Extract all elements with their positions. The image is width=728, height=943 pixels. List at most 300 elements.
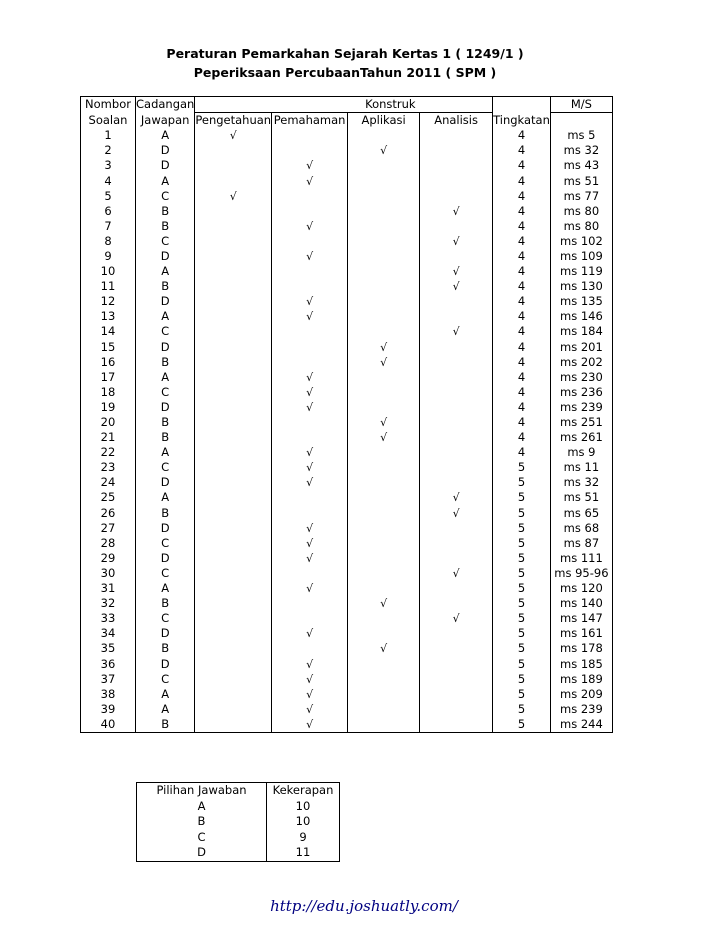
page-reference-cell: ms 51	[550, 173, 612, 188]
check-mark-icon: √	[306, 461, 314, 475]
page-reference-cell: ms 120	[550, 581, 612, 596]
tingkatan-cell: 4	[493, 189, 551, 204]
header-nombor: Nombor	[81, 97, 136, 113]
answer-count: 9	[267, 830, 340, 846]
tingkatan-cell: 5	[493, 521, 551, 536]
header-kekerapan: Kekerapan	[267, 783, 340, 799]
header-row-1	[81, 97, 613, 113]
konstruk-pemahaman-cell	[272, 294, 348, 309]
konstruk-pengetahuan-cell	[195, 324, 272, 339]
question-number: 35	[81, 641, 136, 656]
suggested-answer: D	[136, 626, 195, 641]
konstruk-pengetahuan-cell	[195, 219, 272, 234]
tingkatan-cell: 5	[493, 566, 551, 581]
konstruk-pemahaman-cell	[272, 506, 348, 521]
konstruk-aplikasi-cell	[348, 490, 420, 505]
question-number: 11	[81, 279, 136, 294]
question-number: 30	[81, 566, 136, 581]
table-row	[81, 143, 613, 158]
konstruk-pemahaman-cell	[272, 641, 348, 656]
check-mark-icon: √	[306, 551, 314, 565]
question-number: 14	[81, 324, 136, 339]
konstruk-pengetahuan-cell	[195, 475, 272, 490]
tingkatan-cell: 4	[493, 264, 551, 279]
suggested-answer: A	[136, 490, 195, 505]
page-reference-cell: ms 185	[550, 656, 612, 671]
konstruk-pengetahuan-cell	[195, 385, 272, 400]
question-number: 20	[81, 415, 136, 430]
page-reference-cell: ms 236	[550, 385, 612, 400]
check-mark-icon: √	[452, 491, 460, 505]
konstruk-pengetahuan-cell	[195, 611, 272, 626]
check-mark-icon: √	[452, 280, 460, 294]
page-reference-cell: ms 95-96	[550, 566, 612, 581]
table-row	[81, 234, 613, 249]
konstruk-analisis-cell	[420, 445, 493, 460]
page-reference-cell: ms 9	[550, 445, 612, 460]
page-reference-cell: ms 68	[550, 521, 612, 536]
konstruk-analisis-cell	[420, 324, 493, 339]
check-mark-icon: √	[306, 249, 314, 263]
konstruk-aplikasi-cell	[348, 400, 420, 415]
konstruk-pemahaman-cell	[272, 415, 348, 430]
tingkatan-cell: 5	[493, 672, 551, 687]
table-row	[81, 672, 613, 687]
konstruk-aplikasi-cell	[348, 309, 420, 324]
konstruk-pemahaman-cell	[272, 581, 348, 596]
page-reference-cell: ms 161	[550, 626, 612, 641]
header-tingkatan: Tingkatan	[493, 112, 550, 127]
konstruk-pemahaman-cell	[272, 626, 348, 641]
suggested-answer: B	[136, 596, 195, 611]
tingkatan-cell: 4	[493, 249, 551, 264]
tingkatan-cell: 4	[493, 128, 551, 143]
konstruk-aplikasi-cell	[348, 415, 420, 430]
page-reference-cell: ms 140	[550, 596, 612, 611]
konstruk-aplikasi-cell	[348, 702, 420, 717]
konstruk-aplikasi-cell	[348, 234, 420, 249]
tingkatan-cell: 5	[493, 536, 551, 551]
konstruk-pemahaman-cell	[272, 717, 348, 733]
header-soalan: Soalan	[81, 113, 136, 129]
konstruk-aplikasi-cell	[348, 626, 420, 641]
suggested-answer: C	[136, 566, 195, 581]
suggested-answer: A	[136, 264, 195, 279]
suggested-answer: B	[136, 219, 195, 234]
question-number: 9	[81, 249, 136, 264]
konstruk-pemahaman-cell	[272, 309, 348, 324]
page-reference-cell: ms 80	[550, 204, 612, 219]
konstruk-analisis-cell	[420, 189, 493, 204]
check-mark-icon: √	[452, 204, 460, 218]
page-reference-cell: ms 80	[550, 219, 612, 234]
suggested-answer: C	[136, 460, 195, 475]
page-reference-cell: ms 244	[550, 717, 612, 733]
page-reference-cell: ms 209	[550, 687, 612, 702]
header-pemahaman: Pemahaman	[272, 113, 348, 129]
check-mark-icon: √	[380, 355, 388, 369]
tingkatan-cell: 5	[493, 581, 551, 596]
page-reference-cell: ms 184	[550, 324, 612, 339]
konstruk-pemahaman-cell	[272, 249, 348, 264]
konstruk-aplikasi-cell	[348, 445, 420, 460]
header-konstruk: Konstruk	[272, 97, 420, 113]
answer-choice: A	[137, 799, 267, 815]
frequency-row	[137, 799, 340, 815]
question-number: 29	[81, 551, 136, 566]
konstruk-pengetahuan-cell	[195, 641, 272, 656]
suggested-answer: A	[136, 581, 195, 596]
konstruk-pemahaman-cell	[272, 385, 348, 400]
table-row	[81, 506, 613, 521]
konstruk-pemahaman-cell	[272, 687, 348, 702]
konstruk-aplikasi-cell	[348, 249, 420, 264]
header-jawapan: Jawapan	[136, 113, 195, 129]
konstruk-analisis-cell	[420, 430, 493, 445]
page-reference-cell: ms 130	[550, 279, 612, 294]
konstruk-pemahaman-cell	[272, 521, 348, 536]
table-row	[81, 536, 613, 551]
konstruk-pengetahuan-cell	[195, 581, 272, 596]
tingkatan-cell: 4	[493, 370, 551, 385]
konstruk-pemahaman-cell	[272, 445, 348, 460]
check-mark-icon: √	[229, 129, 237, 143]
table-row	[81, 475, 613, 490]
tingkatan-cell: 4	[493, 445, 551, 460]
table-row	[81, 445, 613, 460]
check-mark-icon: √	[452, 612, 460, 626]
konstruk-pemahaman-cell	[272, 189, 348, 204]
table-row	[81, 551, 613, 566]
footer-url-link[interactable]: http://edu.joshuatly.com/	[270, 897, 458, 915]
table-row	[81, 294, 613, 309]
question-number: 23	[81, 460, 136, 475]
tingkatan-cell: 5	[493, 475, 551, 490]
konstruk-analisis-cell	[420, 702, 493, 717]
tingkatan-cell: 5	[493, 687, 551, 702]
konstruk-analisis-cell	[420, 566, 493, 581]
table-row	[81, 460, 613, 475]
tingkatan-cell: 4	[493, 324, 551, 339]
table-row	[81, 717, 613, 733]
konstruk-analisis-cell	[420, 656, 493, 671]
konstruk-analisis-cell	[420, 143, 493, 158]
tingkatan-cell: 4	[493, 219, 551, 234]
suggested-answer: A	[136, 687, 195, 702]
konstruk-analisis-cell	[420, 460, 493, 475]
suggested-answer: B	[136, 415, 195, 430]
page-reference-cell: ms 119	[550, 264, 612, 279]
konstruk-pengetahuan-cell	[195, 415, 272, 430]
konstruk-pemahaman-cell	[272, 566, 348, 581]
konstruk-analisis-cell	[420, 596, 493, 611]
check-mark-icon: √	[306, 717, 314, 731]
table-row	[81, 158, 613, 173]
suggested-answer: A	[136, 173, 195, 188]
konstruk-analisis-cell	[420, 400, 493, 415]
check-mark-icon: √	[306, 536, 314, 550]
suggested-answer: D	[136, 656, 195, 671]
konstruk-pengetahuan-cell	[195, 656, 272, 671]
header-ms: M/S	[550, 97, 612, 113]
konstruk-aplikasi-cell	[348, 294, 420, 309]
page-reference-cell: ms 32	[550, 143, 612, 158]
question-number: 15	[81, 340, 136, 355]
konstruk-analisis-cell	[420, 611, 493, 626]
check-mark-icon: √	[452, 234, 460, 248]
konstruk-analisis-cell	[420, 672, 493, 687]
table-row	[81, 189, 613, 204]
suggested-answer: C	[136, 611, 195, 626]
check-mark-icon: √	[452, 265, 460, 279]
konstruk-analisis-cell	[420, 626, 493, 641]
tingkatan-cell: 4	[493, 309, 551, 324]
check-mark-icon: √	[306, 385, 314, 399]
konstruk-aplikasi-cell	[348, 536, 420, 551]
table-row	[81, 415, 613, 430]
question-number: 16	[81, 355, 136, 370]
suggested-answer: B	[136, 717, 195, 733]
suggested-answer: B	[136, 430, 195, 445]
konstruk-pengetahuan-cell	[195, 490, 272, 505]
konstruk-analisis-cell	[420, 234, 493, 249]
check-mark-icon: √	[306, 582, 314, 596]
check-mark-icon: √	[306, 310, 314, 324]
konstruk-analisis-cell	[420, 641, 493, 656]
question-number: 27	[81, 521, 136, 536]
tingkatan-cell: 4	[493, 355, 551, 370]
konstruk-pengetahuan-cell	[195, 340, 272, 355]
konstruk-pemahaman-cell	[272, 656, 348, 671]
table-row	[81, 173, 613, 188]
tingkatan-cell: 5	[493, 611, 551, 626]
answer-count: 11	[267, 845, 340, 861]
konstruk-pengetahuan-cell	[195, 309, 272, 324]
document-subtitle: Peperiksaan PercubaanTahun 2011 ( SPM )	[193, 65, 497, 80]
check-mark-icon: √	[452, 325, 460, 339]
konstruk-aplikasi-cell	[348, 656, 420, 671]
konstruk-pengetahuan-cell	[195, 430, 272, 445]
tingkatan-cell: 5	[493, 702, 551, 717]
konstruk-analisis-cell	[420, 581, 493, 596]
konstruk-pemahaman-cell	[272, 430, 348, 445]
question-number: 36	[81, 656, 136, 671]
suggested-answer: D	[136, 143, 195, 158]
table-row	[81, 521, 613, 536]
konstruk-analisis-cell	[420, 279, 493, 294]
check-mark-icon: √	[306, 627, 314, 641]
konstruk-analisis-cell	[420, 249, 493, 264]
table-row	[81, 566, 613, 581]
table-row	[81, 324, 613, 339]
konstruk-pemahaman-cell	[272, 234, 348, 249]
frequency-header-row	[137, 783, 340, 799]
table-row	[81, 687, 613, 702]
frequency-row	[137, 830, 340, 846]
konstruk-pengetahuan-cell	[195, 279, 272, 294]
question-number: 18	[81, 385, 136, 400]
question-number: 4	[81, 173, 136, 188]
konstruk-pengetahuan-cell	[195, 204, 272, 219]
konstruk-pemahaman-cell	[272, 128, 348, 143]
konstruk-pemahaman-cell	[272, 596, 348, 611]
tingkatan-cell: 4	[493, 430, 551, 445]
table-row	[81, 355, 613, 370]
konstruk-analisis-cell	[420, 385, 493, 400]
answer-choice: D	[137, 845, 267, 861]
suggested-answer: D	[136, 249, 195, 264]
tingkatan-cell: 5	[493, 626, 551, 641]
page-reference-cell: ms 32	[550, 475, 612, 490]
header-row-2	[81, 113, 613, 129]
konstruk-pemahaman-cell	[272, 340, 348, 355]
table-row	[81, 641, 613, 656]
page-reference-cell: ms 201	[550, 340, 612, 355]
tingkatan-cell: 4	[493, 158, 551, 173]
konstruk-pemahaman-cell	[272, 702, 348, 717]
table-row	[81, 656, 613, 671]
check-mark-icon: √	[306, 159, 314, 173]
page-reference-cell: ms 65	[550, 506, 612, 521]
check-mark-icon: √	[306, 687, 314, 701]
konstruk-pemahaman-cell	[272, 279, 348, 294]
page-reference-cell: ms 239	[550, 702, 612, 717]
page-reference-cell: ms 230	[550, 370, 612, 385]
konstruk-analisis-cell	[420, 536, 493, 551]
page-reference-cell: ms 87	[550, 536, 612, 551]
konstruk-pengetahuan-cell	[195, 536, 272, 551]
tingkatan-cell: 5	[493, 551, 551, 566]
question-number: 38	[81, 687, 136, 702]
konstruk-pengetahuan-cell	[195, 445, 272, 460]
konstruk-pengetahuan-cell	[195, 566, 272, 581]
konstruk-pengetahuan-cell	[195, 128, 272, 143]
konstruk-aplikasi-cell	[348, 460, 420, 475]
check-mark-icon: √	[380, 416, 388, 430]
question-number: 40	[81, 717, 136, 733]
konstruk-aplikasi-cell	[348, 370, 420, 385]
konstruk-aplikasi-cell	[348, 340, 420, 355]
konstruk-analisis-cell	[420, 370, 493, 385]
konstruk-analisis-cell	[420, 521, 493, 536]
table-row	[81, 490, 613, 505]
question-number: 1	[81, 128, 136, 143]
konstruk-pengetahuan-cell	[195, 400, 272, 415]
table-row	[81, 385, 613, 400]
table-row	[81, 430, 613, 445]
answer-choice: C	[137, 830, 267, 846]
suggested-answer: C	[136, 385, 195, 400]
konstruk-pengetahuan-cell	[195, 294, 272, 309]
konstruk-pemahaman-cell	[272, 204, 348, 219]
konstruk-pengetahuan-cell	[195, 173, 272, 188]
check-mark-icon: √	[380, 597, 388, 611]
table-row	[81, 309, 613, 324]
question-number: 34	[81, 626, 136, 641]
konstruk-aplikasi-cell	[348, 189, 420, 204]
konstruk-pengetahuan-cell	[195, 672, 272, 687]
konstruk-analisis-cell	[420, 264, 493, 279]
page-reference-cell: ms 51	[550, 490, 612, 505]
suggested-answer: C	[136, 672, 195, 687]
check-mark-icon: √	[306, 672, 314, 686]
question-number: 21	[81, 430, 136, 445]
suggested-answer: C	[136, 189, 195, 204]
question-number: 3	[81, 158, 136, 173]
suggested-answer: C	[136, 234, 195, 249]
question-number: 33	[81, 611, 136, 626]
tingkatan-cell: 4	[493, 340, 551, 355]
page-reference-cell: ms 178	[550, 641, 612, 656]
check-mark-icon: √	[306, 476, 314, 490]
konstruk-aplikasi-cell	[348, 475, 420, 490]
konstruk-pemahaman-cell	[272, 475, 348, 490]
page-reference-cell: ms 189	[550, 672, 612, 687]
table-row	[81, 626, 613, 641]
konstruk-analisis-cell	[420, 490, 493, 505]
konstruk-analisis-cell	[420, 158, 493, 173]
question-number: 39	[81, 702, 136, 717]
suggested-answer: A	[136, 128, 195, 143]
question-number: 5	[81, 189, 136, 204]
check-mark-icon: √	[306, 400, 314, 414]
konstruk-pengetahuan-cell	[195, 264, 272, 279]
konstruk-pengetahuan-cell	[195, 521, 272, 536]
check-mark-icon: √	[229, 189, 237, 203]
page-reference-cell: ms 102	[550, 234, 612, 249]
konstruk-pemahaman-cell	[272, 324, 348, 339]
tingkatan-cell: 5	[493, 460, 551, 475]
question-number: 10	[81, 264, 136, 279]
tingkatan-cell: 4	[493, 204, 551, 219]
konstruk-aplikasi-cell	[348, 324, 420, 339]
konstruk-aplikasi-cell	[348, 566, 420, 581]
konstruk-aplikasi-cell	[348, 641, 420, 656]
konstruk-pemahaman-cell	[272, 460, 348, 475]
konstruk-pemahaman-cell	[272, 143, 348, 158]
konstruk-aplikasi-cell	[348, 219, 420, 234]
konstruk-aplikasi-cell	[348, 264, 420, 279]
konstruk-aplikasi-cell	[348, 355, 420, 370]
konstruk-pengetahuan-cell	[195, 370, 272, 385]
konstruk-pengetahuan-cell	[195, 234, 272, 249]
check-mark-icon: √	[452, 506, 460, 520]
konstruk-pemahaman-cell	[272, 672, 348, 687]
table-row	[81, 219, 613, 234]
answer-count: 10	[267, 799, 340, 815]
table-row	[81, 264, 613, 279]
suggested-answer: C	[136, 324, 195, 339]
konstruk-analisis-cell	[420, 173, 493, 188]
tingkatan-cell: 4	[493, 385, 551, 400]
suggested-answer: B	[136, 355, 195, 370]
konstruk-pengetahuan-cell	[195, 506, 272, 521]
tingkatan-cell: 5	[493, 490, 551, 505]
konstruk-pemahaman-cell	[272, 173, 348, 188]
konstruk-pengetahuan-cell	[195, 143, 272, 158]
question-number: 32	[81, 596, 136, 611]
konstruk-aplikasi-cell	[348, 173, 420, 188]
question-number: 28	[81, 536, 136, 551]
table-row	[81, 702, 613, 717]
page-reference-cell: ms 261	[550, 430, 612, 445]
konstruk-pengetahuan-cell	[195, 717, 272, 733]
konstruk-pengetahuan-cell	[195, 687, 272, 702]
page-reference-cell: ms 146	[550, 309, 612, 324]
question-number: 6	[81, 204, 136, 219]
konstruk-aplikasi-cell	[348, 611, 420, 626]
question-number: 22	[81, 445, 136, 460]
